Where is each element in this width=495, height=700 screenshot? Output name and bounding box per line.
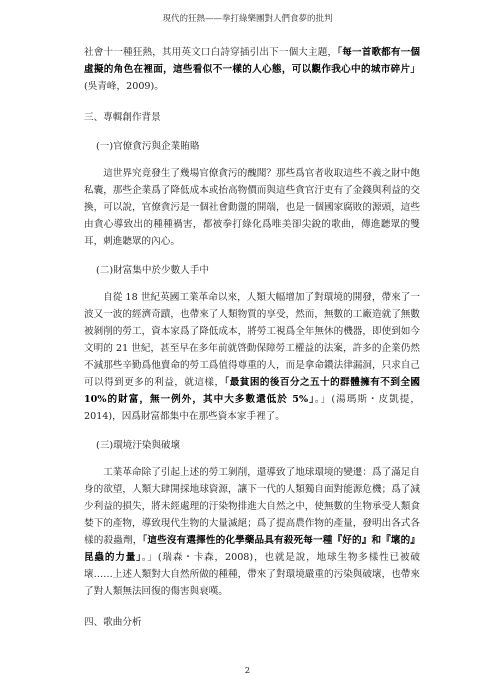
environment-text: 工業革命除了引起上述的勞工剝削，還導致了地球環境的變遷：爲了滿足自身的欲望，人類大肆開採地球資源，讓下一代的人類獨自面對能源危機；爲了減少利益的損失，將未經處理的汙染物排進大自然之中，使無數的生物承受人類食婪下的產物，導致現代生物的大量滅絕；爲了提高農作物的產量，發明出各式各樣的殺蟲劑， [84,467,420,546]
paragraph-intro [84,44,420,95]
wealth-quote: 「最貧困的後百分之五十的群體擁有不到全國 10%的財富，無一例外，其中大多數還低於 5%」 [84,377,421,405]
environment-quote: 「這些沒有選擇性的化學藥品具有殺死每一種『好的』和『壞的』昆蟲的力量」 [84,535,421,563]
paragraph-corruption: 這世界究竟發生了幾場官僚貪污的醜聞？那些爲官者收取這些不義之財中飽私囊，那些企業爲了降低成本或抬高物價而與這些貪官汙吏有了金錢與利益的交換，可以說，官僚貪污是一個社會動盪的開端，也是一個國家腐敗的源頭，這些由貪心導致出的種種禍害，都被拳打綠化爲唯美卻尖銳的歌曲，傳進聽眾的雙耳，刺進聽眾的內心。 [84,168,420,247]
paragraph-wealth [84,289,420,425]
section-heading-3: 三、專輯創作背景 [84,112,161,123]
intro-text: 社會十一種狂熱，其用英文口白詩穿插引出下一個大主題， [84,47,338,58]
intro-citation: (吳青峰，2009)。 [84,81,164,92]
subsection-heading-1: (一)官僚貪污與企業賄賂 [96,141,200,152]
environment-citation: 。」(瑞森・卡森，2008)，也就是說，地球生物多樣性已被破壞……上述人類對大自然所做的種種，帶來了對環境嚴重的污染與破壞，也帶來了對人類無法回復的傷害與衰嘆。 [84,552,420,597]
paragraph-environment [84,464,420,600]
running-header: 現代的狂熱——拳打綠樂團對人們食夢的批判 [162,14,333,24]
intro-quote: 「每一首歌都有一個虛擬的角色在裡面，這些看似不一樣的人心態，可以觀作我心中的城市碎片」 [84,47,421,75]
wealth-citation: 。」(湯瑪斯・皮凱提，2014)，因爲財富都集中在那些資本家手裡了。 [84,394,420,422]
body-content [84,44,420,641]
wealth-text: 自從 18 世紀英國工業革命以來，人類大幅增加了對環境的開發，帶來了一波又一波的經濟奇蹟，也帶來了人類物質的享受，然而，無數的工廠造就了無數被剝削的勞工，資本家爲了降低成本，將勞工視爲全年無休的機器，即使到如今文明的 21 世紀，甚至早在多年前就啓動保障勞工權益的法案，許多的企業仍然不減那些辛勤爲他賣命的勞工爲值得尊重的人，而是拿命鑽法律漏洞，只求自己可以得到更多的利益，就這樣， [84,292,420,388]
subsection-heading-3: (三)環境汙染與破壞 [96,440,181,451]
page-number: 2 [244,666,251,676]
section-heading-4: 四、歌曲分析 [84,617,142,628]
subsection-heading-2: (二)財富集中於少數人手中 [96,265,210,276]
